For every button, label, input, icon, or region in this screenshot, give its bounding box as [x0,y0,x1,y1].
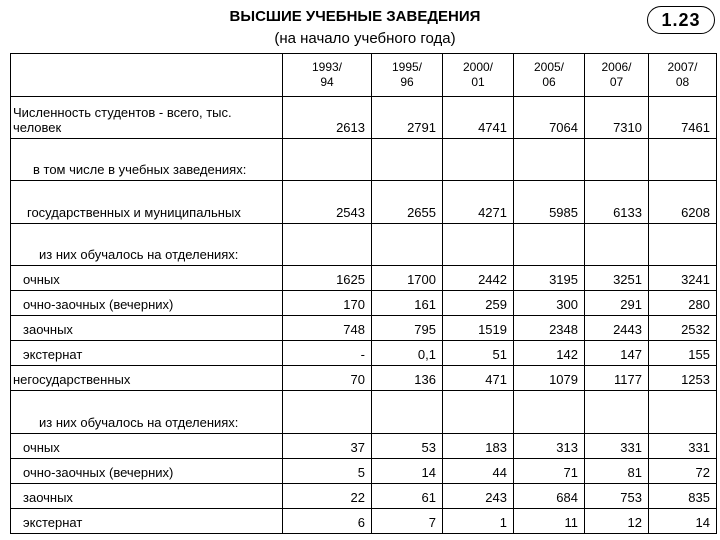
table-cell: 3251 [585,266,649,291]
table-cell: 259 [443,291,514,316]
table-cell: 51 [443,341,514,366]
table-cell: 72 [649,459,717,484]
row-label: из них обучалось на отделениях: [11,224,283,266]
table-cell: 2655 [372,181,443,224]
table-cell: 331 [649,434,717,459]
row-label: очно-заочных (вечерних) [11,291,283,316]
row-label: негосударственных [11,366,283,391]
table-cell: 300 [514,291,585,316]
data-table [10,53,717,534]
table-cell: 14 [372,459,443,484]
table-cell: 3241 [649,266,717,291]
table-row [11,434,717,459]
table-cell: 1253 [649,366,717,391]
page-subtitle: (на начало учебного года) [274,30,456,47]
table-cell: 2532 [649,316,717,341]
table-cell [443,391,514,434]
row-label: экстернат [11,509,283,534]
year-header: 1995/ 96 [372,54,443,97]
table-cell: 5 [283,459,372,484]
row-label: заочных [11,316,283,341]
page-title: ВЫСШИЕ УЧЕБНЫЕ ЗАВЕДЕНИЯ [229,8,481,25]
table-cell: 6133 [585,181,649,224]
table-row [11,181,717,224]
table-cell: 14 [649,509,717,534]
table-cell [283,139,372,181]
table-cell: 2348 [514,316,585,341]
table-cell: 61 [372,484,443,509]
table-cell [372,139,443,181]
table-cell: 2791 [372,97,443,139]
table-cell: 2443 [585,316,649,341]
header-row [11,54,717,97]
table-cell [585,139,649,181]
table-cell: 1177 [585,366,649,391]
table-cell [514,391,585,434]
row-label: Численность студентов - всего, тыс. человек [11,97,283,139]
row-label: экстернат [11,341,283,366]
row-label: очных [11,266,283,291]
table-row [11,224,717,266]
table-cell: 1625 [283,266,372,291]
table-cell: 161 [372,291,443,316]
table-cell: 183 [443,434,514,459]
table-cell [649,391,717,434]
row-label: в том числе в учебных заведениях: [11,139,283,181]
table-cell [514,139,585,181]
table-cell: 44 [443,459,514,484]
table-cell [372,391,443,434]
table-cell: 7064 [514,97,585,139]
table-row [11,509,717,534]
table-cell: 11 [514,509,585,534]
row-label: очных [11,434,283,459]
table-cell: 6 [283,509,372,534]
table-row [11,484,717,509]
table-row [11,97,717,139]
table-cell: 70 [283,366,372,391]
year-header: 2006/ 07 [585,54,649,97]
year-header: 2000/ 01 [443,54,514,97]
table-cell [649,224,717,266]
table-cell: 147 [585,341,649,366]
table-cell: 6208 [649,181,717,224]
table-cell [443,224,514,266]
year-header: 1993/ 94 [283,54,372,97]
table-cell [443,139,514,181]
table-cell: 1 [443,509,514,534]
table-cell: 684 [514,484,585,509]
table-cell: 2442 [443,266,514,291]
table-cell: 331 [585,434,649,459]
table-cell: 7 [372,509,443,534]
table-cell: 81 [585,459,649,484]
table-cell: - [283,341,372,366]
table-cell: 136 [372,366,443,391]
table-cell: 748 [283,316,372,341]
table-cell: 280 [649,291,717,316]
row-label: государственных и муниципальных [11,181,283,224]
table-cell: 1519 [443,316,514,341]
table-cell: 1079 [514,366,585,391]
table-row [11,366,717,391]
table-cell: 22 [283,484,372,509]
row-label: заочных [11,484,283,509]
table-cell: 71 [514,459,585,484]
table-cell: 7461 [649,97,717,139]
table-cell [649,139,717,181]
table-cell: 0,1 [372,341,443,366]
table-cell: 7310 [585,97,649,139]
table-cell: 4741 [443,97,514,139]
table-row [11,316,717,341]
table-cell: 753 [585,484,649,509]
table-cell: 170 [283,291,372,316]
table-row [11,139,717,181]
table-cell [585,224,649,266]
table-cell [283,391,372,434]
table-cell: 12 [585,509,649,534]
table-cell: 1700 [372,266,443,291]
table-cell [283,224,372,266]
table-cell [585,391,649,434]
table-cell: 795 [372,316,443,341]
table-cell [514,224,585,266]
table-cell: 53 [372,434,443,459]
table-row [11,459,717,484]
table-cell: 155 [649,341,717,366]
year-header: 2005/ 06 [514,54,585,97]
table-cell: 4271 [443,181,514,224]
table-cell: 2543 [283,181,372,224]
table-cell: 291 [585,291,649,316]
header-corner [11,54,283,97]
row-label: из них обучалось на отделениях: [11,391,283,434]
table-row [11,266,717,291]
table-row [11,341,717,366]
table-cell: 243 [443,484,514,509]
table-cell: 835 [649,484,717,509]
year-header: 2007/ 08 [649,54,717,97]
table-cell: 3195 [514,266,585,291]
table-cell: 2613 [283,97,372,139]
table-row [11,291,717,316]
table-row [11,391,717,434]
table-cell [372,224,443,266]
table-number-badge: 1.23 [647,6,715,34]
table-cell: 5985 [514,181,585,224]
table-cell: 37 [283,434,372,459]
table-cell: 313 [514,434,585,459]
row-label: очно-заочных (вечерних) [11,459,283,484]
table-cell: 142 [514,341,585,366]
table-cell: 471 [443,366,514,391]
